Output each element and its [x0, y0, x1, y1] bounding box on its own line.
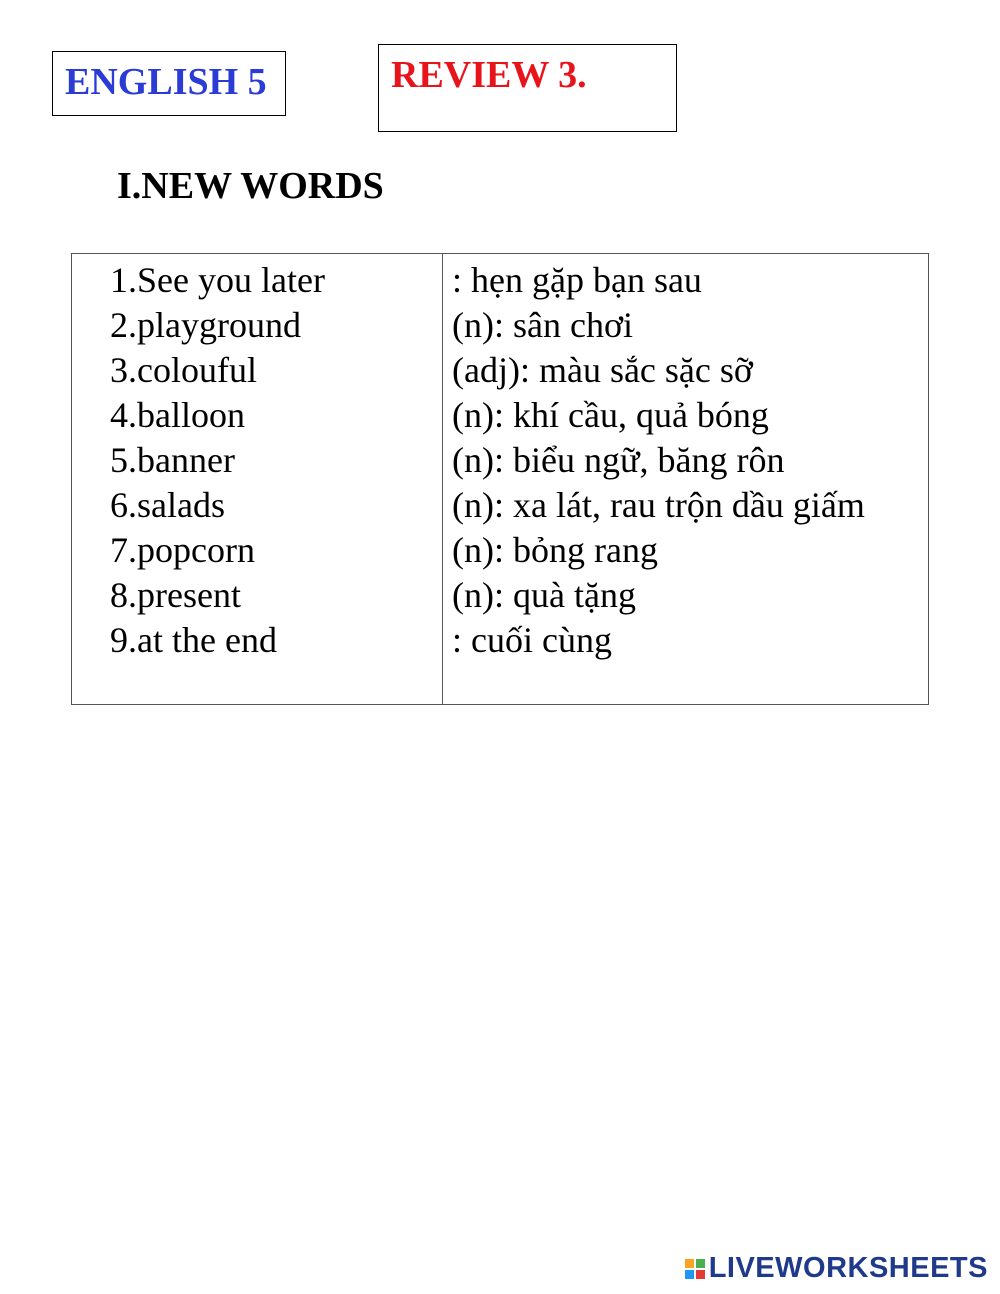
vietnamese-meaning: (n): biểu ngữ, băng rôn [452, 440, 785, 480]
vietnamese-meaning: : hẹn gặp bạn sau [452, 260, 702, 300]
vietnamese-meaning: (n): xa lát, rau trộn dầu giấm [452, 485, 865, 525]
review-title-box [378, 44, 677, 132]
course-title: ENGLISH 5 [65, 61, 267, 103]
vocabulary-table [71, 253, 929, 705]
english-word: 2.playground [110, 305, 301, 345]
vietnamese-meaning: (n): bỏng rang [452, 530, 658, 570]
english-word: 5.banner [110, 440, 235, 480]
english-word: 9.at the end [110, 620, 277, 660]
english-word: 6.salads [110, 485, 225, 525]
vietnamese-column [452, 258, 865, 663]
english-word: 4.balloon [110, 395, 245, 435]
liveworksheets-brand[interactable]: LIVEWORKSHEETS [708, 1252, 988, 1284]
review-title: REVIEW 3. [391, 54, 587, 96]
column-divider [442, 254, 443, 704]
liveworksheets-footer[interactable] [685, 1252, 988, 1285]
english-column [110, 258, 325, 663]
course-title-box [52, 51, 286, 116]
vietnamese-meaning: (n): khí cầu, quả bóng [452, 395, 769, 435]
english-word: 1.See you later [110, 260, 325, 300]
liveworksheets-logo-icon [685, 1259, 705, 1279]
section-title: I.NEW WORDS [117, 165, 384, 207]
english-word: 8.present [110, 575, 241, 615]
english-word: 3.colouful [110, 350, 257, 390]
vietnamese-meaning: (n): quà tặng [452, 575, 636, 615]
vietnamese-meaning: : cuối cùng [452, 620, 612, 660]
vietnamese-meaning: (n): sân chơi [452, 305, 633, 345]
english-word: 7.popcorn [110, 530, 255, 570]
vietnamese-meaning: (adj): màu sắc sặc sỡ [452, 350, 753, 390]
